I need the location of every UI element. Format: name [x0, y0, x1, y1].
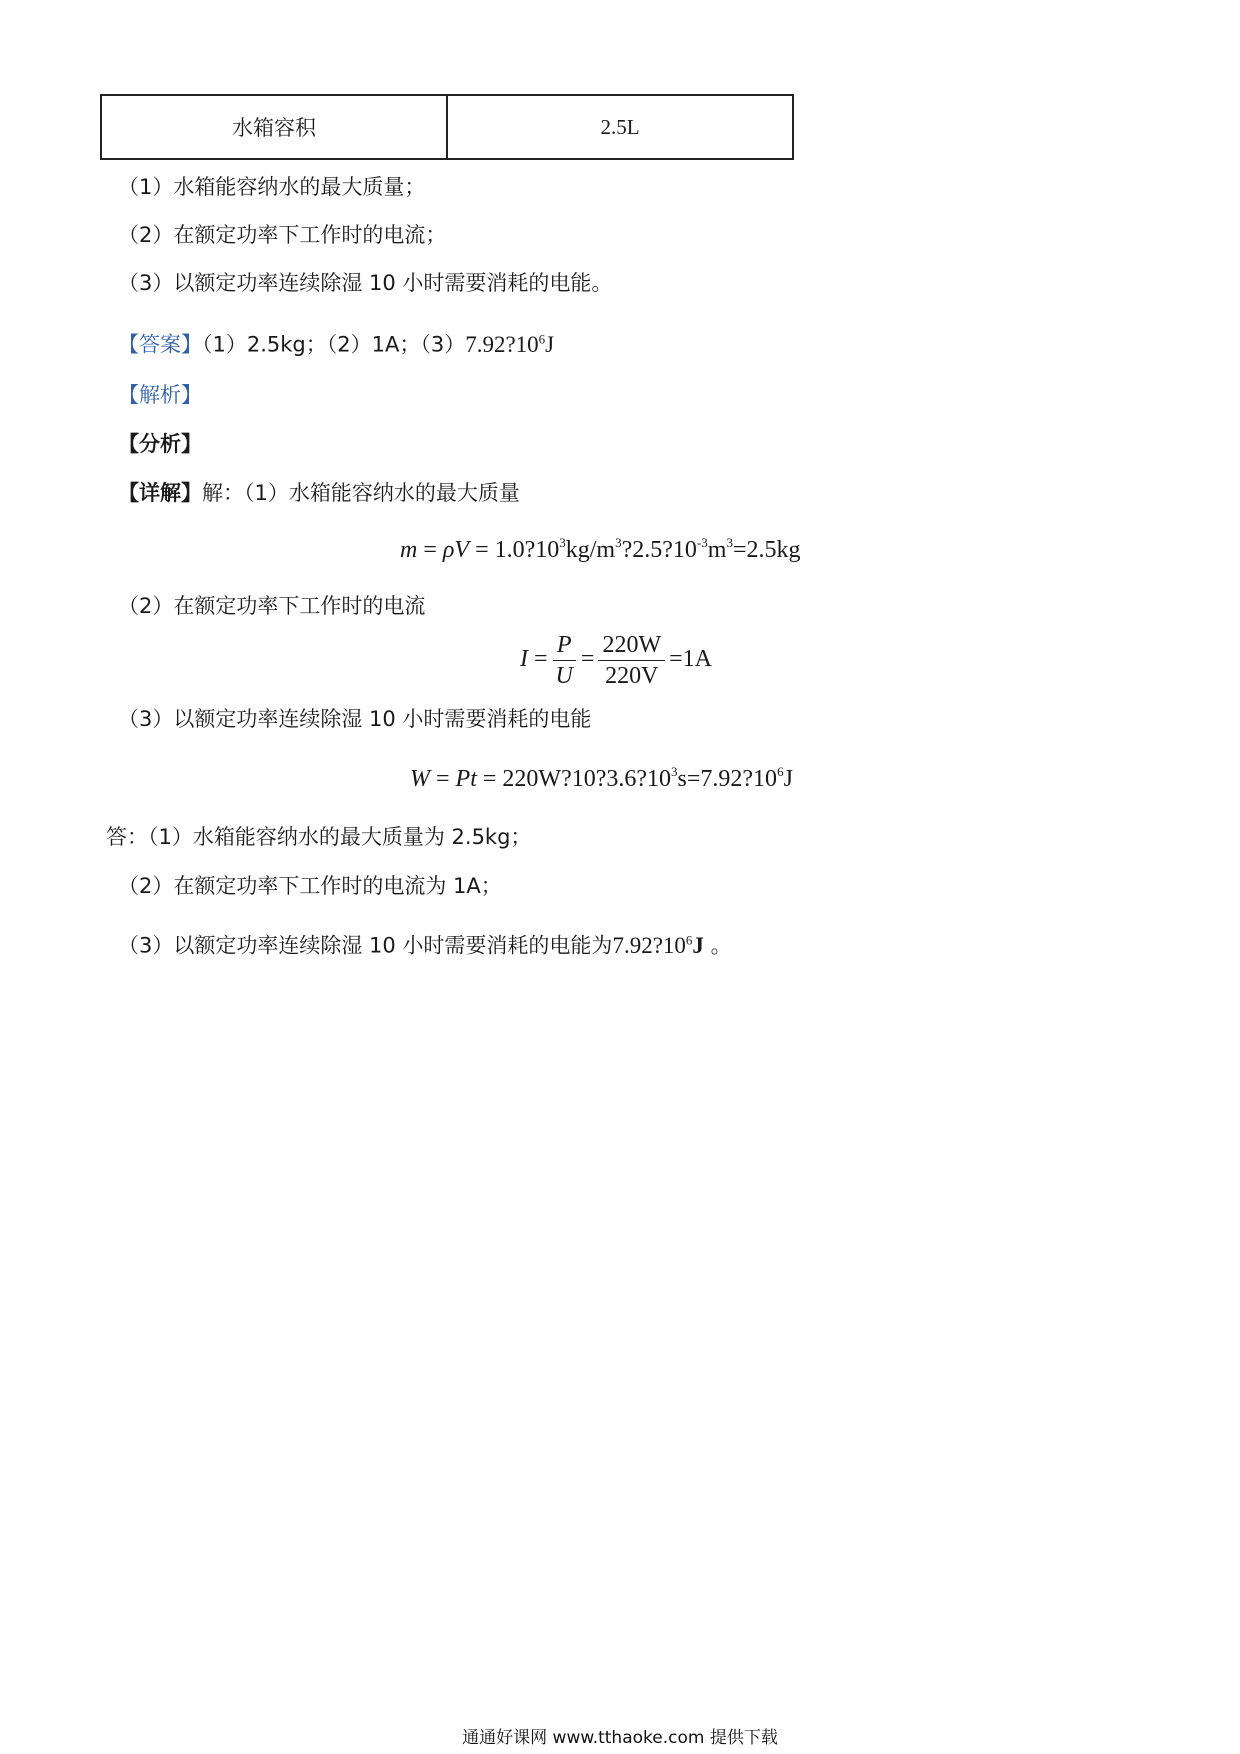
mass-exp1: 3: [559, 535, 566, 550]
energy-mid: Pt: [455, 766, 477, 792]
answer-tag: 【答案】: [118, 332, 202, 357]
mass-exp3: -3: [696, 535, 708, 550]
mass-rho: ρV: [442, 537, 470, 563]
spec-table: [100, 94, 794, 160]
answer-text: （1）2.5kg；（2）1A；（3）: [202, 332, 466, 357]
current-den-val: 220V: [605, 663, 659, 689]
conclusion-2: （2）在额定功率下工作时的电流为 1A；: [118, 874, 502, 898]
question-1: （1）水箱能容纳水的最大质量；: [118, 175, 426, 199]
answer-final-unit: J: [545, 331, 555, 357]
fenxi-tag: 【分析】: [118, 432, 202, 456]
energy-part1: = 220W?10?3.6?10: [476, 766, 672, 792]
xiangjie-text: 解：（1）水箱能容纳水的最大质量: [202, 481, 520, 505]
page-footer: 通通好课网 www.tthaoke.com 提供下载: [462, 1728, 778, 1748]
current-frac-symbols: [552, 632, 577, 689]
mass-part2: kg/m: [565, 537, 616, 563]
energy-exp1: 3: [671, 764, 678, 779]
mass-formula: $m = \rho V = 1.0?10^3kg/m^3?2.5?10^{-3}m^3=2.5kg$: [400, 535, 801, 563]
current-num-sym: P: [553, 632, 576, 661]
current-num-val: 220W: [598, 632, 665, 661]
current-frac-values: [598, 632, 665, 689]
current-den-sym: U: [555, 663, 573, 689]
xiangjie-tag: 【详解】: [118, 481, 202, 505]
mass-exp4: 3: [726, 535, 733, 550]
conclusion-3: [118, 926, 732, 960]
xiangjie-line: [118, 479, 520, 507]
energy-exp2: 6: [777, 764, 784, 779]
mass-result: =2.5kg: [732, 537, 801, 563]
answer-final-number: 7.92?10: [465, 331, 539, 357]
mass-part3: ?2.5?10: [621, 537, 697, 563]
energy-formula: $W = Pt = 220W?10?3.6?10^3s=7.92?10^6J$: [410, 764, 793, 792]
answer-final-value: [465, 332, 554, 357]
mass-lhs: m: [400, 537, 418, 563]
energy-result: J: [783, 766, 793, 792]
mass-exp2: 3: [615, 535, 622, 550]
conclusion-3-exp: 6: [685, 932, 693, 947]
conclusion-3-text: （3）以额定功率连续除湿 10 小时需要消耗的电能为: [118, 933, 613, 958]
mass-part1: = 1.0?10: [469, 537, 560, 563]
current-formula: I = $\frac{P}{U}$ = $\frac{220W}{220V}$ =1A: [520, 632, 712, 689]
conclusion-3-end: 。: [703, 933, 732, 958]
table-label-cell: 水箱容积: [102, 96, 448, 158]
question-2: （2）在额定功率下工作时的电流；: [118, 223, 447, 247]
answer-final-exp: 6: [538, 331, 546, 346]
step-2: （2）在额定功率下工作时的电流: [118, 594, 426, 618]
step-3: （3）以额定功率连续除湿 10 小时需要消耗的电能: [118, 707, 592, 731]
table-value-cell: 2.5L: [600, 114, 640, 139]
current-result: =1A: [669, 646, 712, 673]
energy-part2: s=7.92?10: [677, 766, 778, 792]
conclusion-3-value: 7.92?10: [612, 932, 686, 958]
answer-line: [118, 325, 554, 359]
conclusion-3-unit: J: [692, 932, 704, 958]
question-3: （3）以额定功率连续除湿 10 小时需要消耗的电能。: [118, 271, 613, 295]
conclusion-3-value-wrap: [612, 933, 703, 958]
current-lhs: I: [520, 646, 528, 673]
jiexi-tag: 【解析】: [118, 383, 202, 407]
mass-part4: m: [707, 537, 727, 563]
conclusion-1: 答：（1）水箱能容纳水的最大质量为 2.5kg；: [106, 825, 532, 849]
energy-lhs: W: [410, 766, 430, 792]
